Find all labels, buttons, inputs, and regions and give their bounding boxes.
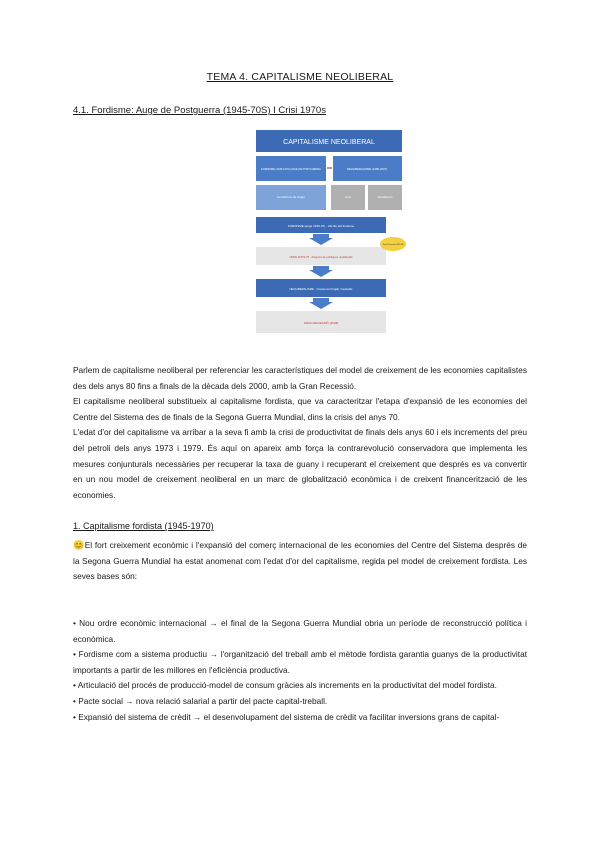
subsection-intro-text: El fort creixement econòmic i l'expansió del comerç internacional de les economies del Centre del Sistema després de la Segona Guerra Mundial ha estat anomenat com l'edat d'or del capitalisme, regida pel model de creixement fordista. Les seves bases són:: [73, 540, 527, 582]
capitalism-diagram: [253, 130, 406, 340]
subsection-heading: 1. Capitalisme fordista (1945-1970): [73, 521, 214, 531]
diagram-arrow-2: [309, 266, 333, 277]
diagram-step2-text: CRISI ANYS 70 · Adopció de polítiques neoliberals: [289, 255, 353, 259]
diagram-box-left-text: FORDISME (1945-1970) AUGE DE POSTGUERRA: [261, 168, 321, 171]
diagram-row2-c-text: Globalització: [377, 196, 393, 199]
subsection-intro: [73, 538, 527, 585]
list-item: • Fordisme com a sistema productiu → l'organització del treball amb el mètode fordista garantia guanys de la productivitat importants a partir de les millores en l'eficiència productiva.: [73, 649, 527, 675]
intro-paragraph-1: Parlem de capitalisme neoliberal per referenciar les característiques del model de creixement de les economies capitalistes des dels anys 80 fins a finals de la dècada dels 2000, amb la Gran Recessió.: [73, 365, 527, 391]
intro-paragraph-3: L'edat d'or del capitalisme va arribar a la seva fi amb la crisi de productivitat de finals dels anys 60 i els increments del preu del petroli dels anys 1973 i 1979. És aquí on apareix amb força la contrarevolució conservadora que implementa les mesures conjunturals necessàries per recuperar la taxa de guany i recuperant el creixement que després es va convertir en un nou model de creixement neoliberal en un marc de globalització econòmica i de creixent financerització de les economies.: [73, 427, 527, 500]
list-item: • Nou ordre econòmic internacional → el final de la Segona Guerra Mundial obria un període de reconstrucció política i econòmica.: [73, 618, 527, 644]
list-item: • Pacte social → nova relació salarial a partir del pacte capital-treball.: [73, 695, 328, 706]
diagram-step4-text: GRAN RECESSIÓ (2008): [303, 321, 339, 325]
document-title: TEMA 4. CAPITALISME NEOLIBERAL: [206, 71, 394, 83]
list-item: • Expansió del sistema de crèdit → el desenvolupament del sistema de crèdit va facilitar inversions grans de capital-: [73, 711, 500, 722]
diagram-box-right-text: NEOLIBERALISME (1980-2007): [346, 167, 388, 171]
diagram-row2-a-text: Condicions de l'auge: [277, 195, 305, 199]
diagram-note-text: Gran Recessió 2007-08: [382, 244, 404, 246]
smile-emoji-icon: 😊: [73, 540, 85, 550]
diagram-step3-text: NEOLIBERALISME · Creixement fragile i inestable: [289, 287, 353, 291]
diagram-row2-b-text: Crisi: [345, 195, 351, 199]
list-item: • Articulació del procés de producció-model de consum gràcies als increments en la productivitat del model fordista.: [73, 680, 497, 691]
diagram-arrow-1: [309, 234, 333, 245]
diagram-header-text: CAPITALISME NEOLIBERAL: [283, 139, 375, 146]
diagram-arrow-3: [309, 298, 333, 309]
diagram-step1-text: FORDISME (auge 1945-70) · Ubi life del fordisme: [287, 224, 355, 228]
section-heading: 4.1. Fordisme: Auge de Postguerra (1945-70S) I Crisi 1970s: [73, 105, 326, 116]
bases-list: [73, 616, 527, 725]
intro-paragraph-2: El capitalisme neoliberal substitueix al capitalisme fordista, que va caracteritzar l'etapa d'expansió de les economies del Centre del Sistema des de finals de la Segona Guerra Mundial, dins la crisis del anys 70.: [73, 396, 527, 422]
intro-text: [73, 363, 527, 503]
